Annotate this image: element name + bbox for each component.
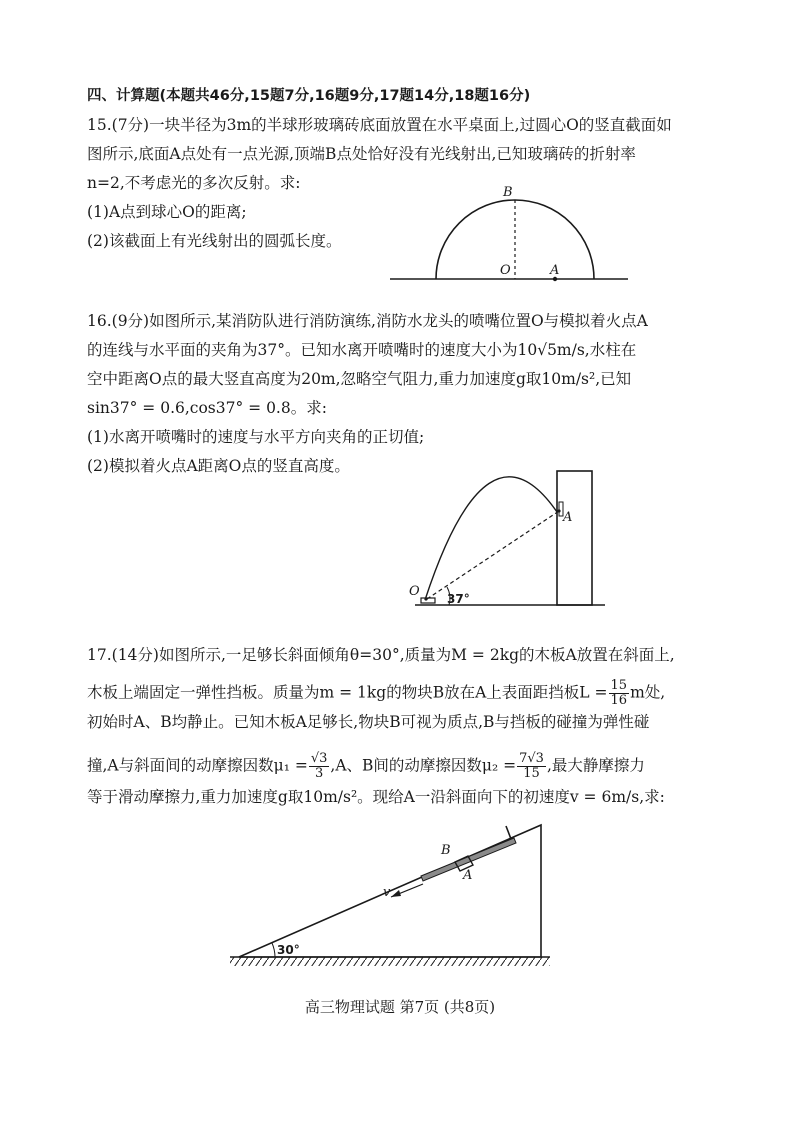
q17-l-numerator: 15	[610, 678, 628, 693]
q17-fraction-mu1	[309, 752, 330, 781]
q16-line-2: 的连线与水平面的夹角为37°。已知水离开喷嘴时的速度大小为10√5m/s,水柱在	[87, 341, 637, 359]
q17-label-v: v	[383, 885, 391, 900]
q17-mu2-denominator: 15	[523, 766, 540, 781]
q17-label-a: A	[463, 868, 473, 883]
q16-point-o	[424, 597, 427, 600]
q16-water-trajectory	[425, 477, 557, 600]
q15-line-1: 15.(7分)一块半径为3m的半球形玻璃砖底面放置在水平桌面上,过圆心O的竖直截面如	[87, 116, 672, 134]
q17-fraction-l	[609, 679, 630, 708]
q17-incline-figure	[225, 820, 555, 970]
q16-building	[557, 471, 592, 605]
q17-mu1-numerator: √3	[310, 751, 328, 766]
q17-velocity-arrowhead	[391, 890, 401, 897]
q17-line-2	[87, 679, 665, 708]
q17-ground-hatch	[230, 957, 550, 966]
q16-line-4: sin37° = 0.6,cos37° = 0.8。求:	[87, 399, 327, 417]
q17-line-4	[87, 752, 645, 781]
q15-line-2: 图所示,底面A点处有一点光源,顶端B点处恰好没有光线射出,已知玻璃砖的折射率	[87, 145, 636, 163]
page-footer: 高三物理试题 第7页 (共8页)	[304, 998, 496, 1016]
q17-elastic-stopper	[506, 826, 511, 839]
q17-line-5: 等于滑动摩擦力,重力加速度g取10m/s²。现给A一沿斜面向下的初速度v = 6m/s,求:	[87, 788, 665, 806]
q15-line-4: (1)A点到球心O的距离;	[87, 203, 247, 221]
q16-point-a	[557, 509, 560, 512]
q17-line-4-tail: ,最大静摩擦力	[546, 756, 645, 775]
q17-l-denominator: 16	[610, 693, 628, 708]
q15-line-5: (2)该截面上有光线射出的圆弧长度。	[87, 232, 342, 250]
q17-line-3: 初始时A、B均静止。已知木板A足够长,物块B可视为质点,B与挡板的碰撞为弹性碰	[87, 713, 650, 731]
q17-line-1: 17.(14分)如图所示,一足够长斜面倾角θ=30°,质量为M = 2kg的木板A放置在斜面上,	[87, 646, 675, 664]
q17-mu2-numerator: 7√3	[519, 751, 544, 766]
q15-label-b: B	[503, 185, 513, 200]
q17-line-4-mid: ,A、B间的动摩擦因数μ₂ =	[330, 756, 517, 775]
q16-line-5: (1)水离开喷嘴时的速度与水平方向夹角的正切值;	[87, 428, 425, 446]
q16-dashed-line-oa	[427, 511, 559, 599]
q16-label-a: A	[563, 510, 573, 525]
q17-angle-label: 30°	[277, 943, 300, 957]
q17-label-b: B	[441, 843, 451, 858]
q15-line-3: n=2,不考虑光的多次反射。求:	[87, 174, 301, 192]
q15-label-a: A	[550, 263, 560, 278]
q16-line-1: 16.(9分)如图所示,某消防队进行消防演练,消防水龙头的喷嘴位置O与模拟着火点A	[87, 312, 648, 330]
q17-angle-arc	[272, 943, 275, 957]
q17-line-2-text: 木板上端固定一弹性挡板。质量为m = 1kg的物块B放在A上表面距挡板L =	[87, 683, 608, 702]
q15-label-o: O	[500, 263, 511, 278]
q17-fraction-mu2	[517, 752, 546, 781]
q17-mu1-denominator: 3	[314, 766, 324, 781]
q16-line-3: 空中距离O点的最大竖直高度为20m,忽略空气阻力,重力加速度g取10m/s²,已知	[87, 370, 632, 388]
q17-line-2-tail: m处,	[630, 683, 666, 702]
q16-label-o: O	[409, 584, 420, 599]
q16-angle-label: 37°	[447, 592, 470, 606]
q15-hemisphere-figure	[380, 180, 630, 290]
section-header: 四、计算题(本题共46分,15题7分,16题9分,17题14分,18题16分)	[87, 88, 531, 104]
q16-line-6: (2)模拟着火点A距离O点的竖直高度。	[87, 457, 350, 475]
q17-line-4-text: 撞,A与斜面间的动摩擦因数μ₁ =	[87, 756, 308, 775]
q16-fire-hose-figure	[395, 465, 615, 615]
